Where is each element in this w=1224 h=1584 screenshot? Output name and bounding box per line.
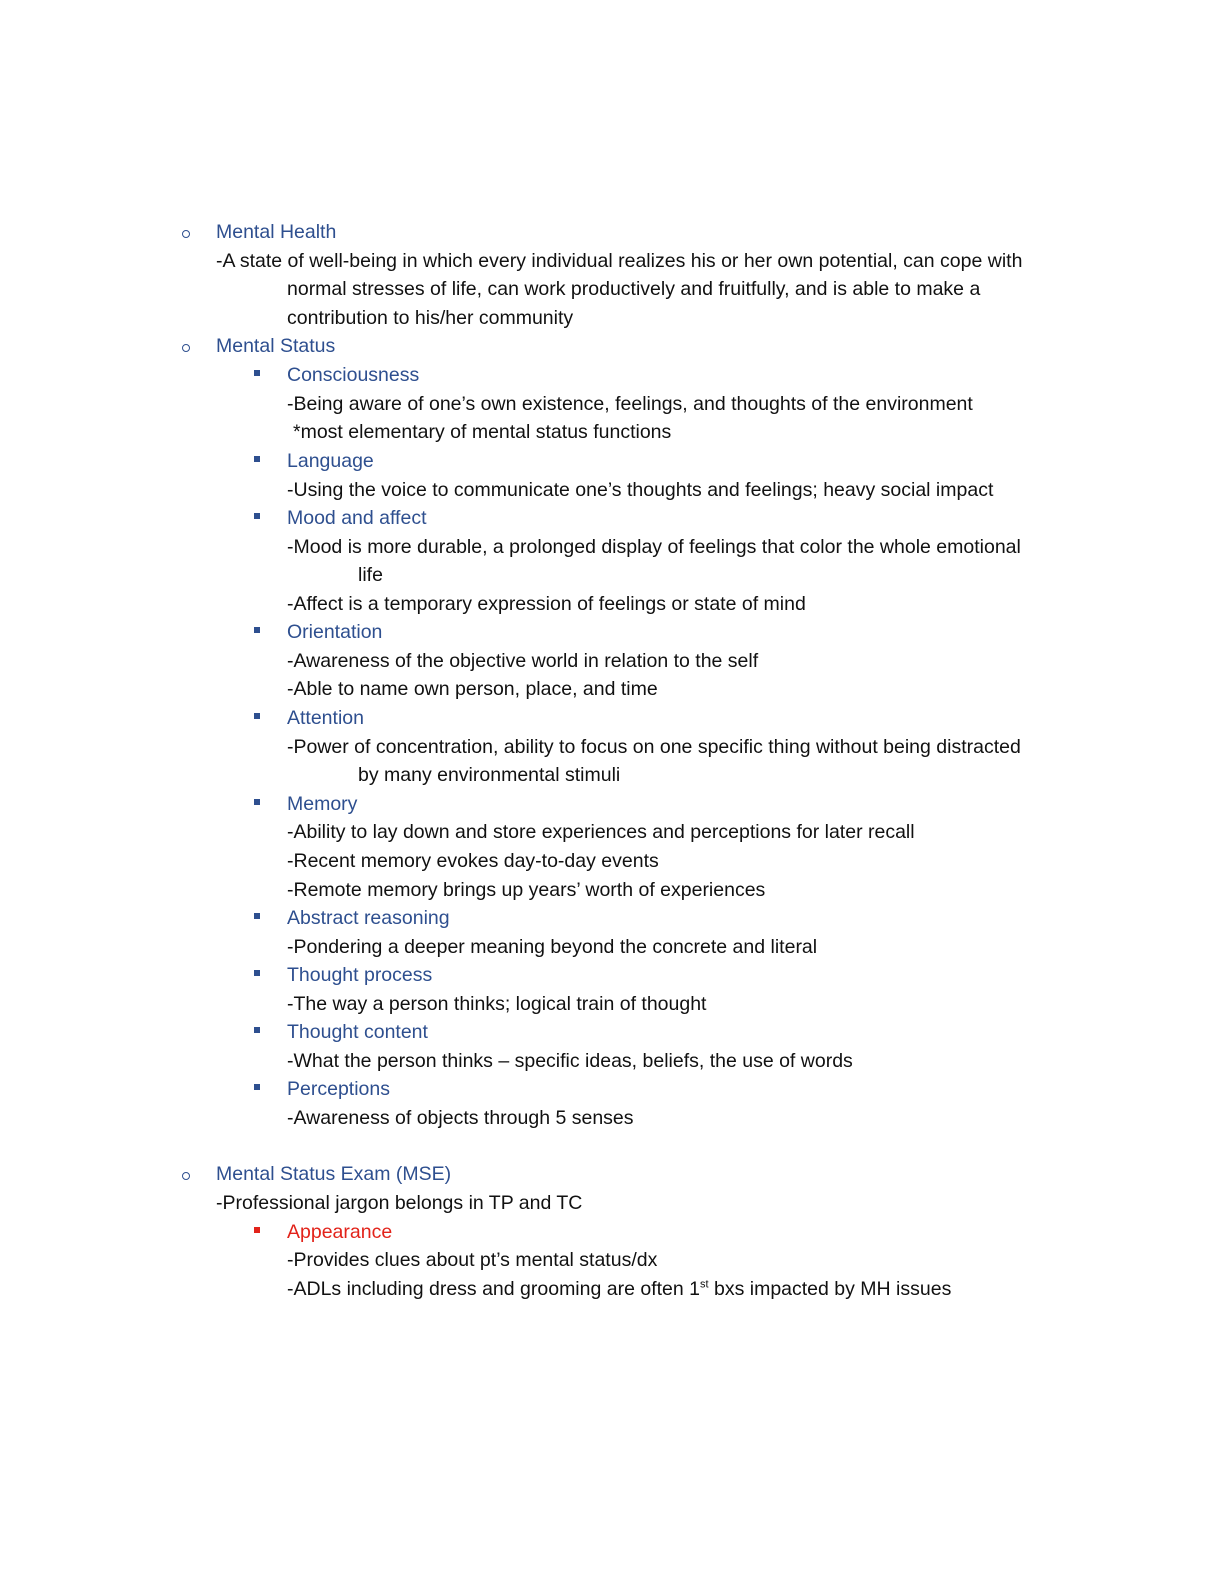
item-heading-perceptions: Perceptions: [287, 1078, 390, 1100]
square-bullet-icon: [254, 913, 260, 919]
item-heading-abstract-reasoning: Abstract reasoning: [287, 907, 450, 929]
item-heading-mood-and-affect: Mood and affect: [287, 507, 427, 529]
section-heading-mental-status-exam: Mental Status Exam (MSE): [216, 1163, 452, 1185]
item-detail-line: -Able to name own person, place, and time: [287, 678, 658, 700]
section-heading-mental-status: Mental Status: [216, 335, 336, 357]
item-detail-line: -The way a person thinks; logical train of thought: [287, 993, 707, 1015]
adl-text-after: bxs impacted by MH issues: [708, 1278, 952, 1300]
item-detail-line: -Awareness of objects through 5 senses: [287, 1107, 634, 1129]
section-heading-mental-health: Mental Health: [216, 221, 337, 243]
item-detail-line: -Ability to lay down and store experiences and perceptions for later recall: [287, 821, 915, 843]
item-detail-line: -Remote memory brings up years’ worth of experiences: [287, 879, 766, 901]
definition-line: normal stresses of life, can work productively and fruitfully, and is able to make a: [287, 278, 981, 300]
item-detail-line: -Recent memory evokes day-to-day events: [287, 850, 659, 872]
item-detail-line: -What the person thinks – specific ideas, beliefs, the use of words: [287, 1050, 853, 1072]
square-bullet-icon: [254, 1027, 260, 1033]
item-heading-appearance: Appearance: [287, 1221, 393, 1243]
square-bullet-icon: [254, 370, 260, 376]
square-bullet-icon: [254, 1227, 260, 1233]
section-note-line: -Professional jargon belongs in TP and TC: [216, 1192, 583, 1214]
item-detail-line: -Pondering a deeper meaning beyond the concrete and literal: [287, 936, 818, 958]
square-bullet-icon: [254, 627, 260, 633]
square-bullet-icon: [254, 1084, 260, 1090]
item-heading-thought-content: Thought content: [287, 1021, 428, 1043]
square-bullet-icon: [254, 713, 260, 719]
item-detail-line: life: [358, 564, 383, 586]
square-bullet-icon: [254, 513, 260, 519]
definition-line: contribution to his/her community: [287, 307, 574, 329]
item-heading-memory: Memory: [287, 793, 358, 815]
item-detail-line: -Awareness of the objective world in relation to the self: [287, 650, 759, 672]
item-detail-line: -Being aware of one’s own existence, feelings, and thoughts of the environment: [287, 393, 973, 415]
circle-bullet-icon: [182, 344, 190, 352]
square-bullet-icon: [254, 799, 260, 805]
circle-bullet-icon: [182, 230, 190, 238]
item-heading-language: Language: [287, 450, 374, 472]
square-bullet-icon: [254, 970, 260, 976]
item-heading-thought-process: Thought process: [287, 964, 433, 986]
square-bullet-icon: [254, 456, 260, 462]
definition-line: -A state of well-being in which every individual realizes his or her own potential, can cope with: [216, 250, 1023, 272]
item-heading-orientation: Orientation: [287, 621, 383, 643]
item-detail-line: -Power of concentration, ability to focus on one specific thing without being distracted: [287, 736, 1021, 758]
item-heading-attention: Attention: [287, 707, 364, 729]
item-detail-line: -Using the voice to communicate one’s thoughts and feelings; heavy social impact: [287, 479, 994, 501]
item-detail-line: -Mood is more durable, a prolonged display of feelings that color the whole emotional: [287, 536, 1021, 558]
item-detail-line: -Provides clues about pt’s mental status/dx: [287, 1249, 658, 1271]
ordinal-superscript: st: [700, 1278, 709, 1291]
adl-text-before: -ADLs including dress and grooming are often 1: [287, 1278, 700, 1300]
circle-bullet-icon: [182, 1172, 190, 1180]
item-detail-line: *most elementary of mental status functions: [293, 421, 672, 443]
item-detail-line: -Affect is a temporary expression of feelings or state of mind: [287, 593, 806, 615]
item-detail-line-adls: [287, 1275, 951, 1303]
item-heading-consciousness: Consciousness: [287, 364, 420, 386]
item-detail-line: by many environmental stimuli: [358, 764, 621, 786]
